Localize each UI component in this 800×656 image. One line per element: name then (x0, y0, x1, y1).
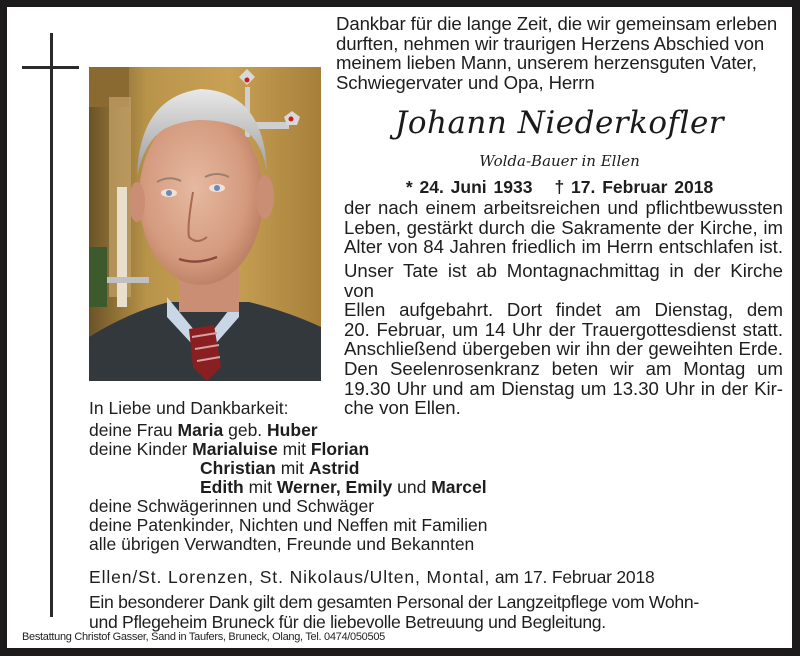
notice-date: am 17. Februar 2018 (490, 567, 655, 587)
maiden-name: Huber (267, 420, 318, 440)
child-name: Edith (200, 477, 244, 497)
mourner-other: deine Schwägerinnen und Schwäger (89, 496, 375, 516)
mourner-child (89, 478, 549, 497)
mourners-heading: In Liebe und Dankbarkeit: (89, 398, 289, 418)
body-line: Anschließend übergeben wir ihn der geweihten Erde. (344, 338, 783, 360)
cross-icon-horizontal (22, 66, 79, 69)
life-dates (336, 177, 783, 197)
cross-icon-vertical (50, 33, 53, 617)
body-line: 20. Februar, um 14 Uhr der Trauergottesdienst statt. (344, 318, 783, 340)
paragraph-life (344, 198, 783, 257)
death-date: † 17. Februar 2018 (554, 177, 714, 197)
child-name: Marialuise (192, 439, 278, 459)
child-name: Christian (200, 458, 276, 478)
partner-name: Astrid (308, 458, 360, 478)
mourner-other: alle übrigen Verwandten, Freunde und Bekannten (89, 534, 475, 554)
label: und (392, 477, 432, 497)
intro-line: Schwiegervater und Opa, Herrn (336, 71, 595, 93)
label: mit (243, 477, 277, 497)
body-line: Unser Tate ist ab Montagnachmittag in der Kirche von (344, 260, 783, 301)
deceased-name: Johann Niederkofler (394, 105, 725, 141)
label: geb. (223, 420, 268, 440)
obituary-notice (7, 7, 792, 648)
place-and-date (89, 567, 789, 587)
body-line: 19.30 Uhr und am Dienstag um 13.30 Uhr in der Kir- (344, 377, 783, 399)
thanks-line: Ein besonderer Dank gilt dem gesamten Personal der Langzeitpflege vom Wohn- (89, 592, 699, 612)
deceased-subtitle: Wolda-Bauer in Ellen (479, 152, 640, 170)
portrait-illustration (89, 67, 321, 381)
intro-line: meinem lieben Mann, unserem herzensguten Vater, (336, 52, 757, 74)
birth-date: * 24. Juni 1933 (405, 177, 533, 197)
body-line: Ellen aufgebahrt. Dort findet am Dienstag, dem (344, 299, 783, 321)
label: mit (275, 458, 309, 478)
wife-name: Maria (177, 420, 224, 440)
mourner-child (89, 440, 549, 459)
grandchild-name: Marcel (431, 477, 487, 497)
special-thanks (89, 593, 789, 632)
label: deine Frau (89, 420, 178, 440)
intro-line: Dankbar für die lange Zeit, die wir gemeinsam erleben (336, 13, 778, 34)
body-line: Alter von 84 Jahren friedlich im Herrn entschlafen ist. (344, 236, 783, 258)
paragraph-funeral-info (344, 261, 783, 418)
label: mit (277, 439, 311, 459)
partner-name: Werner, Emily (276, 477, 393, 497)
intro-text (336, 14, 783, 92)
mourner-child (89, 459, 549, 478)
partner-name: Florian (310, 439, 370, 459)
body-line: der nach einem arbeitsreichen und pflichtbewussten (344, 197, 783, 218)
body-line: Den Seelenrosenkranz beten wir am Montag um (344, 357, 783, 379)
intro-line: durften, nehmen wir traurigen Herzens Abschied von (336, 32, 765, 54)
mourner-wife (89, 421, 549, 440)
thanks-line: und Pflegeheim Bruneck für die liebevolle Betreuung und Begleitung. (89, 611, 606, 632)
mourner-other: deine Patenkinder, Nichten und Neffen mit Familien (89, 515, 488, 535)
mourners-list (89, 399, 549, 554)
portrait-photo (89, 67, 321, 381)
body-line: che von Ellen. (344, 397, 461, 419)
body-line: Leben, gestärkt durch die Sakramente der Kirche, im (344, 216, 783, 238)
funeral-home-credit: Bestattung Christof Gasser, Sand in Taufers, Bruneck, Olang, Tel. 0474/050505 (22, 631, 385, 643)
label: deine Kinder (89, 439, 193, 459)
places: Ellen/St. Lorenzen, St. Nikolaus/Ulten, Montal, (89, 567, 491, 587)
